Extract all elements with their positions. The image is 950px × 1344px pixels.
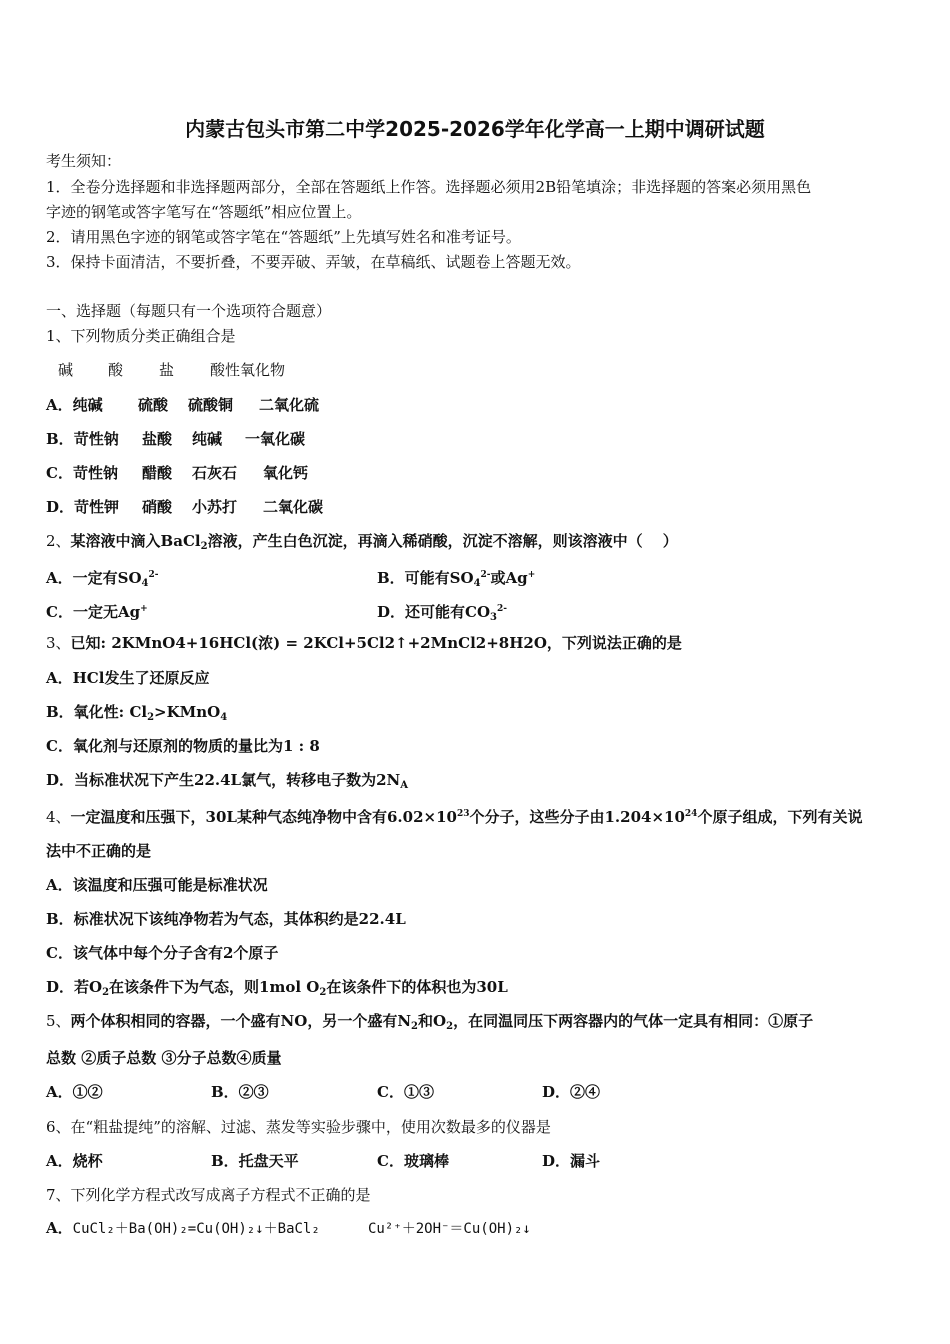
q2-option-b: B．可能有$SO_4^{2-}$或Ag+ [377,569,536,589]
q1-header-acid: 酸 [108,361,124,379]
q2-option-d: D．还可能有$CO_3^{2-}$ [377,603,507,623]
question-2-stem: 2、某溶液中滴入BaCl$_2$溶液，产生白色沉淀，再滴入稀硝酸，沉淀不溶解，则该溶液中（ ） [46,532,678,552]
q1-option-c-cell: 石灰石 [192,464,238,482]
q1-option-b-cell: 盐酸 [142,430,173,448]
question-4-stem: 4、一定温度和压强下，30L某种气态纯净物中含有$6.02\times 10^{23}$个分子，这些分子由$1.204\times 10^{24}$个原子组成，下列有关说 [46,808,863,826]
q3-option-c: C．氧化剂与还原剂的物质的量比为1 : 8 [46,737,320,755]
q1-option-b-cell: 一氧化碳 [245,430,306,448]
q1-header-oxide: 酸性氧化物 [210,361,286,379]
q6-option-a: A．烧杯 [46,1152,103,1170]
q5-option-b: B．②③ [211,1083,269,1101]
q1-option-a-cell: 硫酸 [138,396,169,414]
notice-item: 3．保持卡面清洁，不要折叠，不要弄破、弄皱，在草稿纸、试题卷上答题无效。 [46,253,581,271]
q5-option-c: C．①③ [377,1083,434,1101]
page-title: 内蒙古包头市第二中学2025-2026学年化学高一上期中调研试题 [185,117,765,141]
q1-option-b-cell: 纯碱 [192,430,223,448]
question-4-stem-cont: 法中不正确的是 [46,842,152,860]
q1-option-c-cell: 醋酸 [142,464,173,482]
q6-option-c: C．玻璃棒 [377,1152,449,1170]
q7-option-a-ionic: Cu²⁺＋2OH⁻＝Cu(OH)₂↓ [368,1221,531,1237]
q3-option-b: B．氧化性: $Cl_2>KMnO_4$ [46,703,228,723]
notice-heading: 考生须知： [46,152,122,170]
q1-option-a: A．纯碱 [46,396,103,414]
q1-option-c: C．苛性钠 [46,464,118,482]
q1-option-d-cell: 二氧化碳 [263,498,324,516]
q3-equation: 2KMnO4+16HCl(浓) = 2KCl+5Cl2↑+2MnCl2+8H2O [111,634,547,652]
q4-option-d: D．若$O_2$在该条件下为气态，则1mol $O_2$在该条件下的体积也为30L [46,978,508,998]
q4-option-b: B．标准状况下该纯净物若为气态，其体积约是22.4L [46,910,406,928]
q1-option-a-cell: 硫酸铜 [188,396,234,414]
question-6-stem: 6、在“粗盐提纯”的溶解、过滤、蒸发等实验步骤中，使用次数最多的仪器是 [46,1118,551,1136]
notice-item: 1．全卷分选择题和非选择题两部分，全部在答题纸上作答。选择题必须用2B铅笔填涂；非选择题的答案必须用黑色 [46,178,812,196]
q1-option-c-cell: 氧化钙 [263,464,309,482]
q3-option-d: D．当标准状况下产生22.4L氯气，转移电子数为$2N_A$ [46,771,409,791]
q7-option-a-equation: CuCl₂＋Ba(OH)₂=Cu(OH)₂↓＋BaCl₂ [72,1221,320,1237]
q6-option-b: B．托盘天平 [211,1152,299,1170]
q1-option-d-cell: 硝酸 [142,498,173,516]
question-3-stem: 3、已知: 2KMnO4+16HCl(浓) = 2KCl+5Cl2↑+2MnCl2+8H2O，下列说法正确的是 [46,634,682,652]
q5-option-a: A．①② [46,1083,103,1101]
q1-option-d-cell: 小苏打 [192,498,238,516]
q2-option-a: A．一定有$SO_4^{2-}$ [46,569,159,589]
q2-option-c: C．一定无Ag+ [46,603,148,621]
q4-option-c: C．该气体中每个分子含有2个原子 [46,944,279,962]
question-7-stem: 7、下列化学方程式改写成离子方程式不正确的是 [46,1186,371,1204]
q1-option-d: D．苛性钾 [46,498,120,516]
notice-item: 字迹的钢笔或答字笔写在“答题纸”相应位置上。 [46,203,362,221]
q1-header-salt: 盐 [159,361,175,379]
q1-option-a-cell: 二氧化硫 [259,396,320,414]
q3-option-a: A．HCl发生了还原反应 [46,669,210,687]
q4-option-a: A．该温度和压强可能是标准状况 [46,876,268,894]
question-5-stem: 5、两个体积相同的容器，一个盛有NO，另一个盛有$N_2$和$O_2$，在同温同压下两容器内的气体一定具有相同：①原子 [46,1012,814,1032]
question-1-stem: 1、下列物质分类正确组合是 [46,327,236,345]
q7-option-a: A．CuCl₂＋Ba(OH)₂=Cu(OH)₂↓＋BaCl₂ [46,1219,320,1237]
q1-option-b: B．苛性钠 [46,430,119,448]
q5-option-d: D．②④ [542,1083,601,1101]
section-heading: 一、选择题（每题只有一个选项符合题意） [46,302,332,320]
q6-option-d: D．漏斗 [542,1152,601,1170]
question-5-stem-cont: 总数 ②质子总数 ③分子总数④质量 [46,1049,282,1067]
notice-item: 2．请用黑色字迹的钢笔或答字笔在“答题纸”上先填写姓名和准考证号。 [46,228,521,246]
q1-header-base: 碱 [58,361,74,379]
